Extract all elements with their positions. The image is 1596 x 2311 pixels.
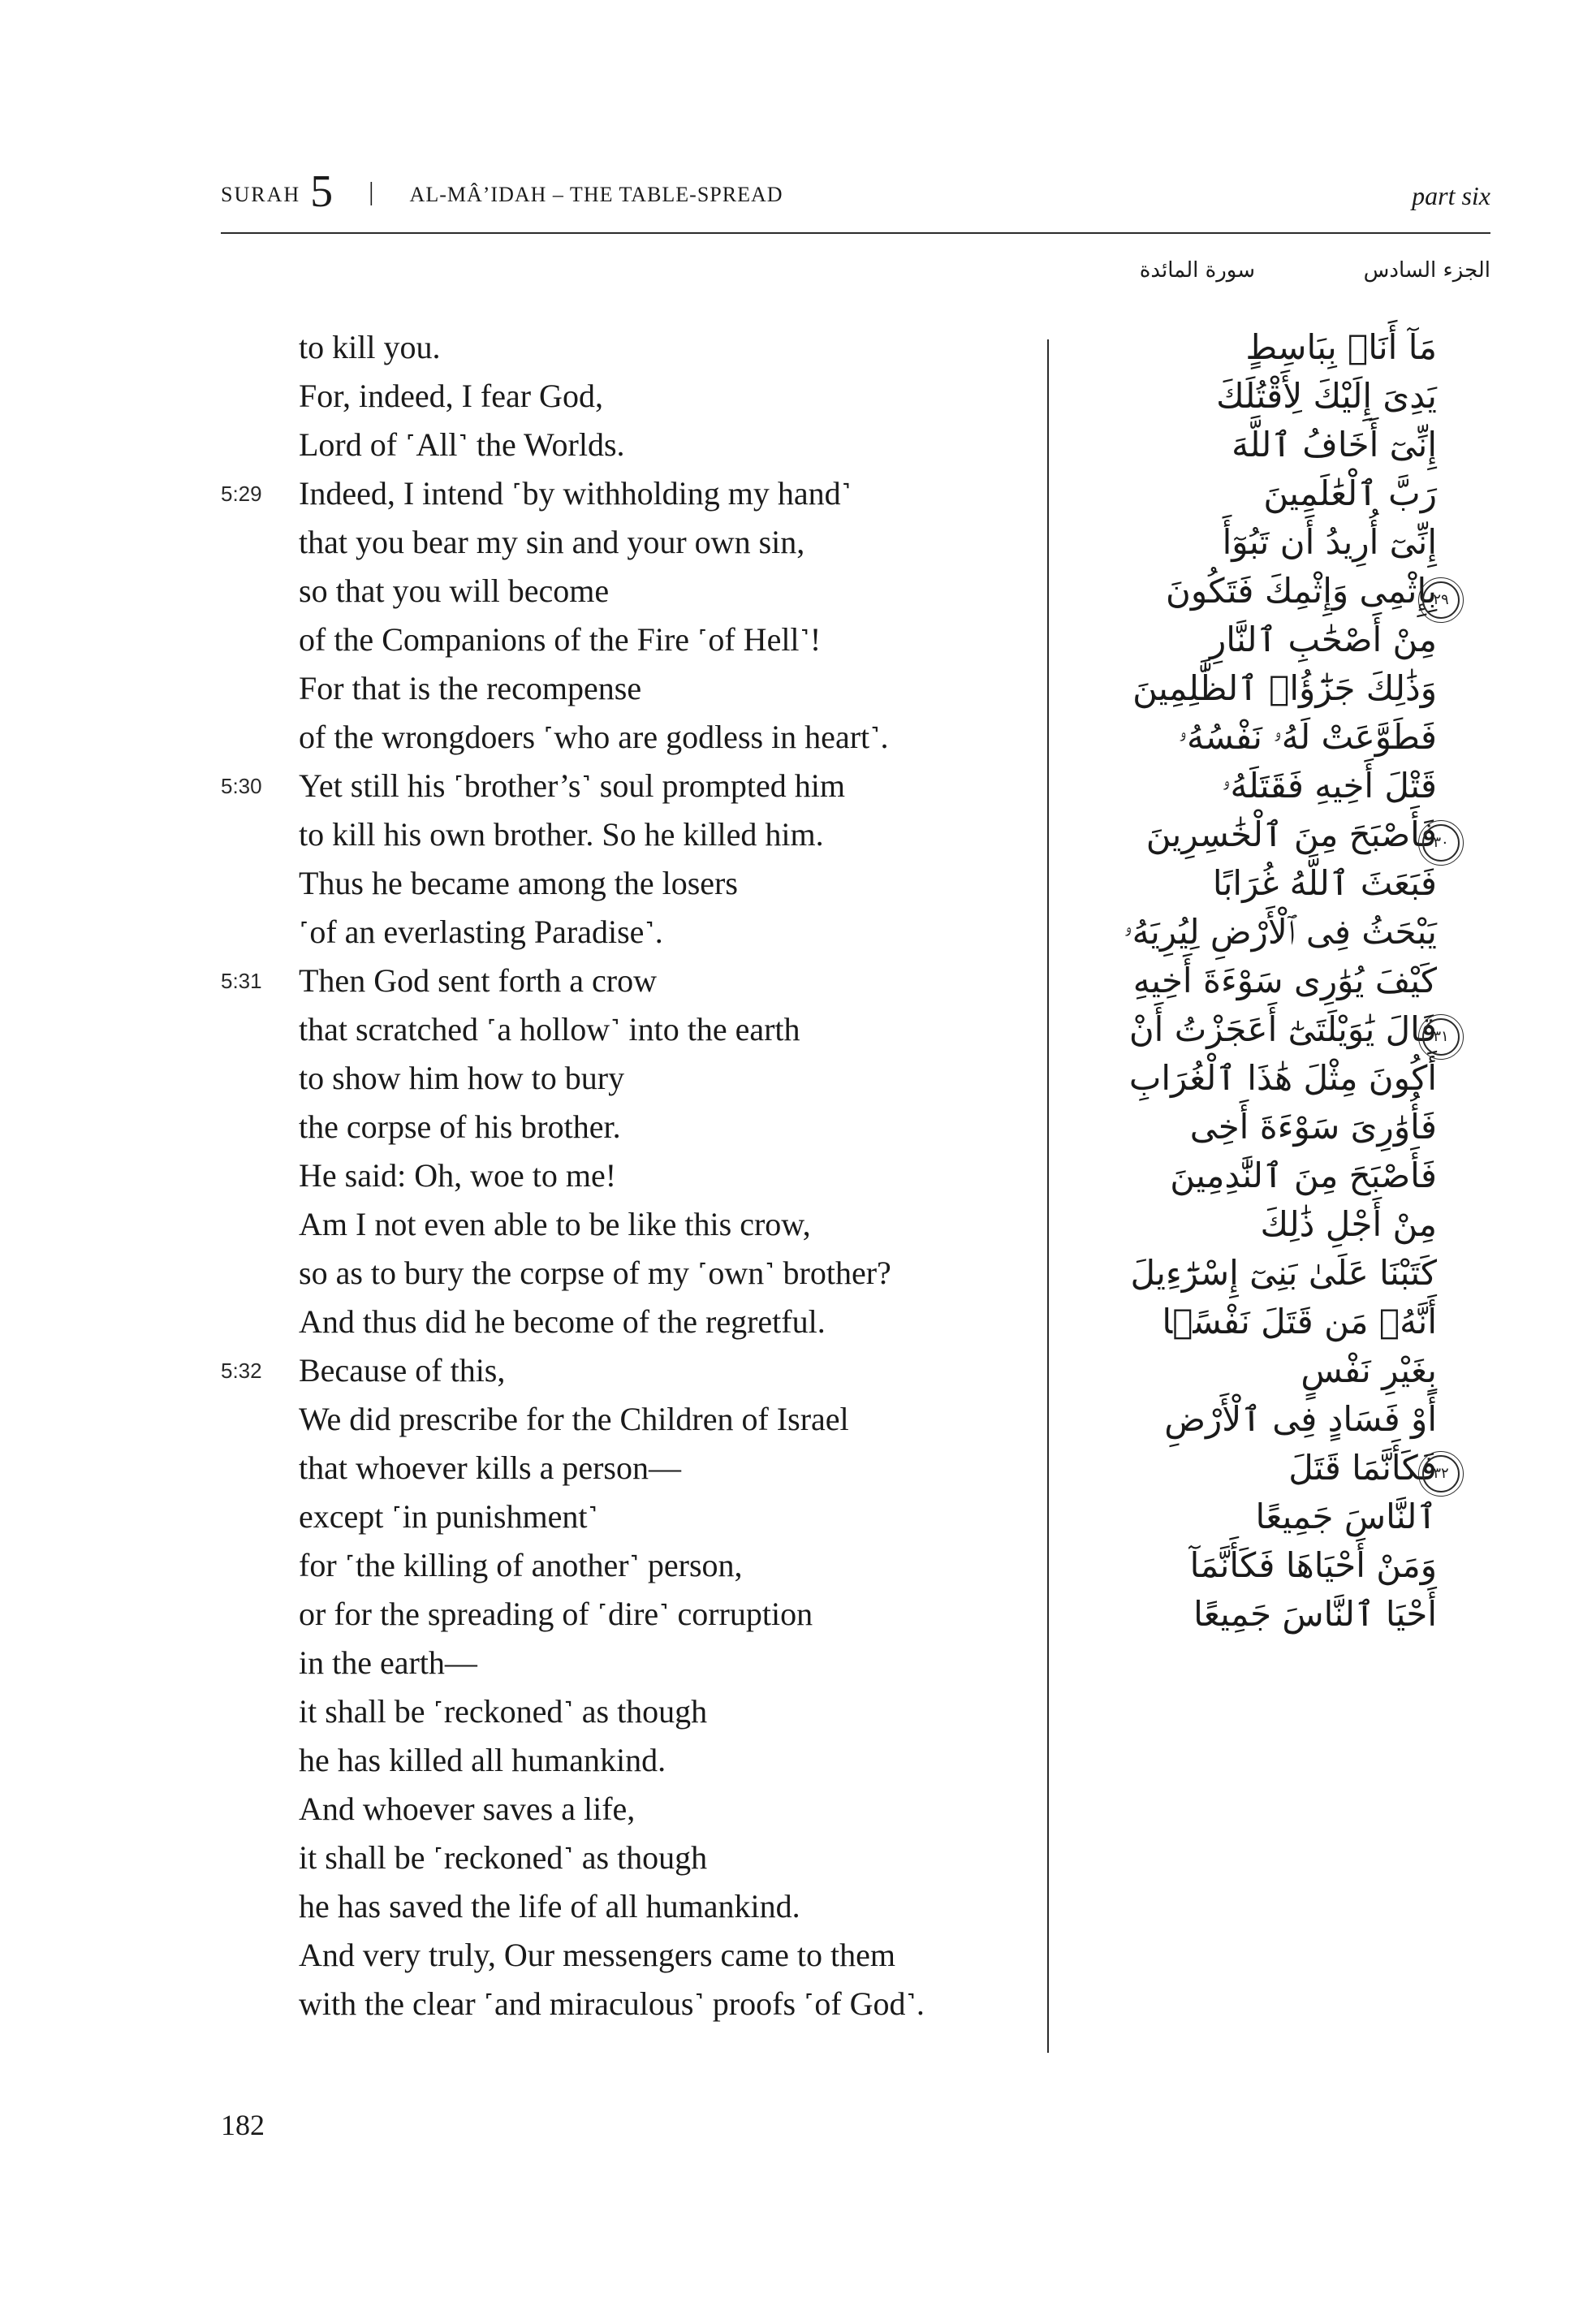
verse-marker-icon: ٣١ [1422, 1018, 1460, 1056]
arabic-line: مِنْ أَجْلِ ذَٰلِكَ [1260, 1204, 1437, 1244]
surah-number: 5 [310, 166, 334, 217]
arabic-line: ٱلنَّاسَ جَمِيعًا [1255, 1497, 1437, 1536]
running-head [221, 161, 783, 217]
line-text: with the clear ˹and miraculous˺ proofs ˹of God˺. [299, 1985, 925, 2022]
arabic-line: وَمَنْ أَحْيَاهَا فَكَأَنَّمَآ [1189, 1545, 1437, 1585]
line-text: he has killed all humankind. [299, 1742, 666, 1778]
line-text: Indeed, I intend ˹by withholding my hand˺ [299, 475, 852, 512]
arabic-line: فَأُوَٰرِىَ سَوْءَةَ أَخِى [1189, 1107, 1437, 1147]
arabic-line: إِنِّىٓ أَخَافُ ٱللَّهَ [1232, 425, 1437, 464]
translation-line [221, 1687, 1016, 1736]
line-text: Then God sent forth a crow [299, 962, 657, 999]
translation-line [221, 1151, 1016, 1200]
arabic-line: أَوْ فَسَادٍ فِى ٱلْأَرْضِ [1164, 1399, 1437, 1439]
header-separator: | [369, 176, 374, 205]
line-text: for ˹the killing of another˺ person, [299, 1547, 743, 1583]
translation-line [221, 1736, 1016, 1785]
line-text: that scratched ˹a hollow˺ into the earth [299, 1011, 800, 1048]
translation-line [221, 1931, 1016, 1980]
translation-line [221, 1444, 1016, 1492]
line-text: Lord of ˹All˺ the Worlds. [299, 426, 625, 463]
arabic-line: فَبَعَثَ ٱللَّهُ غُرَابًا [1212, 863, 1437, 903]
translation-line [221, 1541, 1016, 1590]
line-text: or for the spreading of ˹dire˺ corruption [299, 1596, 813, 1632]
verse-marker-icon: ٣٠ [1422, 824, 1460, 862]
translation-line [221, 1834, 1016, 1882]
translation-line [221, 1346, 1016, 1395]
arabic-line: قَتْلَ أَخِيهِ فَقَتَلَهُۥ [1221, 766, 1437, 806]
line-text: Because of this, [299, 1352, 506, 1389]
header-rule [221, 232, 1490, 234]
translation-line [221, 469, 1016, 518]
arabic-surah-label: سورة المائدة [1139, 258, 1255, 283]
arabic-line: مِنْ أَصْحَٰبِ ٱلنَّارِ [1209, 620, 1437, 659]
arabic-line: يَدِىَ إِلَيْكَ لِأَقْتُلَكَ [1216, 376, 1437, 416]
line-text: that you bear my sin and your own sin, [299, 524, 805, 560]
verse-marker-icon: ٣٢ [1422, 1455, 1460, 1492]
translation-line [221, 713, 1016, 762]
part-label: part six [1412, 181, 1490, 210]
line-text: For, indeed, I fear God, [299, 378, 603, 414]
line-text: He said: Oh, woe to me! [299, 1157, 617, 1194]
line-text: And thus did he become of the regretful. [299, 1303, 826, 1340]
verse-number: 5:29 [221, 482, 262, 506]
arabic-line: يَبْحَثُ فِى ٱلْأَرْضِ لِيُرِيَهُۥ [1124, 912, 1437, 952]
surah-name: AL-MÂ’IDAH – THE TABLE-SPREAD [409, 183, 783, 206]
arabic-line: كَيْفَ يُوَٰرِى سَوْءَةَ أَخِيهِ [1132, 961, 1437, 1000]
line-text: Yet still his ˹brother’s˺ soul prompted him [299, 767, 845, 804]
arabic-line: رَبَّ ٱلْعَٰلَمِينَ [1263, 473, 1437, 513]
line-text: Thus he became among the losers [299, 865, 738, 901]
translation-line [221, 1590, 1016, 1639]
translation-line [221, 1103, 1016, 1151]
verse-number: 5:32 [221, 1359, 262, 1383]
translation-line [221, 1395, 1016, 1444]
line-text: the corpse of his brother. [299, 1108, 621, 1145]
arabic-line: أَحْيَا ٱلنَّاسَ جَمِيعًا [1193, 1594, 1437, 1634]
line-text: And whoever saves a life, [299, 1790, 636, 1827]
line-text: in the earth— [299, 1644, 477, 1681]
translation-line [221, 1492, 1016, 1541]
translation-line [221, 1005, 1016, 1054]
surah-label: SURAH [221, 183, 301, 206]
translation-line [221, 567, 1016, 616]
arabic-line: قَالَ يَٰوَيْلَتَىٰٓ أَعَجَزْتُ أَنْ [1128, 1009, 1437, 1049]
translation-line [221, 1639, 1016, 1687]
translation-line [221, 1882, 1016, 1931]
translation-line [221, 859, 1016, 908]
translation-line [221, 1298, 1016, 1346]
translation-line [221, 1980, 1016, 2028]
verse-marker-icon: ٢٩ [1422, 581, 1460, 619]
page-number: 182 [221, 2109, 265, 2141]
arabic-line: مَآ أَنَا۠ بِبَاسِطٍ [1245, 327, 1437, 367]
arabic-line: كَتَبْنَا عَلَىٰ بَنِىٓ إِسْرَٰٓءِيلَ [1130, 1253, 1437, 1293]
arabic-line: بِغَيْرِ نَفْسٍ [1301, 1350, 1437, 1390]
translation-line [221, 908, 1016, 957]
arabic-line: أَكُونَ مِثْلَ هَٰذَا ٱلْغُرَابِ [1128, 1058, 1437, 1098]
translation-line [221, 1249, 1016, 1298]
line-text: And very truly, Our messengers came to them [299, 1937, 895, 1973]
verse-number: 5:31 [221, 969, 262, 993]
line-text: that whoever kills a person— [299, 1449, 681, 1486]
arabic-text [1063, 323, 1437, 1639]
line-text: he has saved the life of all humankind. [299, 1888, 800, 1924]
translation-line [221, 1054, 1016, 1103]
arabic-line: أَنَّهُۥ مَن قَتَلَ نَفْسًۢا [1162, 1302, 1437, 1341]
line-text: except ˹in punishment˺ [299, 1498, 598, 1535]
column-divider [1047, 339, 1049, 2053]
arabic-line: وَذَٰلِكَ جَزَٰٓؤُا۟ ٱلظَّٰلِمِينَ [1132, 668, 1437, 708]
line-text: of the wrongdoers ˹who are godless in heart˺. [299, 719, 889, 755]
translation-line [221, 518, 1016, 567]
translation-line [221, 372, 1016, 421]
translation-line [221, 323, 1016, 372]
line-text: to kill you. [299, 329, 441, 365]
english-translation [221, 323, 1016, 2028]
translation-line [221, 957, 1016, 1005]
line-text: We did prescribe for the Children of Israel [299, 1401, 849, 1437]
line-text: of the Companions of the Fire ˹of Hell˺! [299, 621, 822, 658]
translation-line [221, 810, 1016, 859]
translation-line [221, 1200, 1016, 1249]
line-text: ˹of an everlasting Paradise˺. [299, 914, 663, 950]
translation-line [221, 616, 1016, 664]
arabic-line: فَكَأَنَّمَا قَتَلَ [1288, 1448, 1437, 1488]
arabic-juz-label: الجزء السادس [1363, 258, 1490, 283]
line-text: it shall be ˹reckoned˺ as though [299, 1693, 708, 1730]
translation-line [221, 421, 1016, 469]
translation-line [221, 762, 1016, 810]
translation-line [221, 1785, 1016, 1834]
arabic-line: فَطَوَّعَتْ لَهُۥ نَفْسُهُۥ [1178, 717, 1437, 757]
page-header [221, 166, 1490, 221]
line-text: to kill his own brother. So he killed him. [299, 816, 824, 853]
line-text: Am I not even able to be like this crow, [299, 1206, 811, 1242]
line-text: it shall be ˹reckoned˺ as though [299, 1839, 708, 1876]
line-text: For that is the recompense [299, 670, 642, 706]
translation-line [221, 664, 1016, 713]
arabic-line: إِنِّىٓ أُرِيدُ أَن تَبُوٓأَ [1222, 522, 1437, 562]
arabic-line: فَأَصْبَحَ مِنَ ٱلنَّٰدِمِينَ [1170, 1156, 1437, 1195]
verse-number: 5:30 [221, 774, 262, 798]
arabic-line: بِإِثْمِى وَإِثْمِكَ فَتَكُونَ [1166, 571, 1437, 611]
line-text: to show him how to bury [299, 1060, 625, 1096]
arabic-line: فَأَصْبَحَ مِنَ ٱلْخَٰسِرِينَ [1145, 814, 1437, 854]
line-text: so that you will become [299, 572, 610, 609]
line-text: so as to bury the corpse of my ˹own˺ brother? [299, 1255, 891, 1291]
